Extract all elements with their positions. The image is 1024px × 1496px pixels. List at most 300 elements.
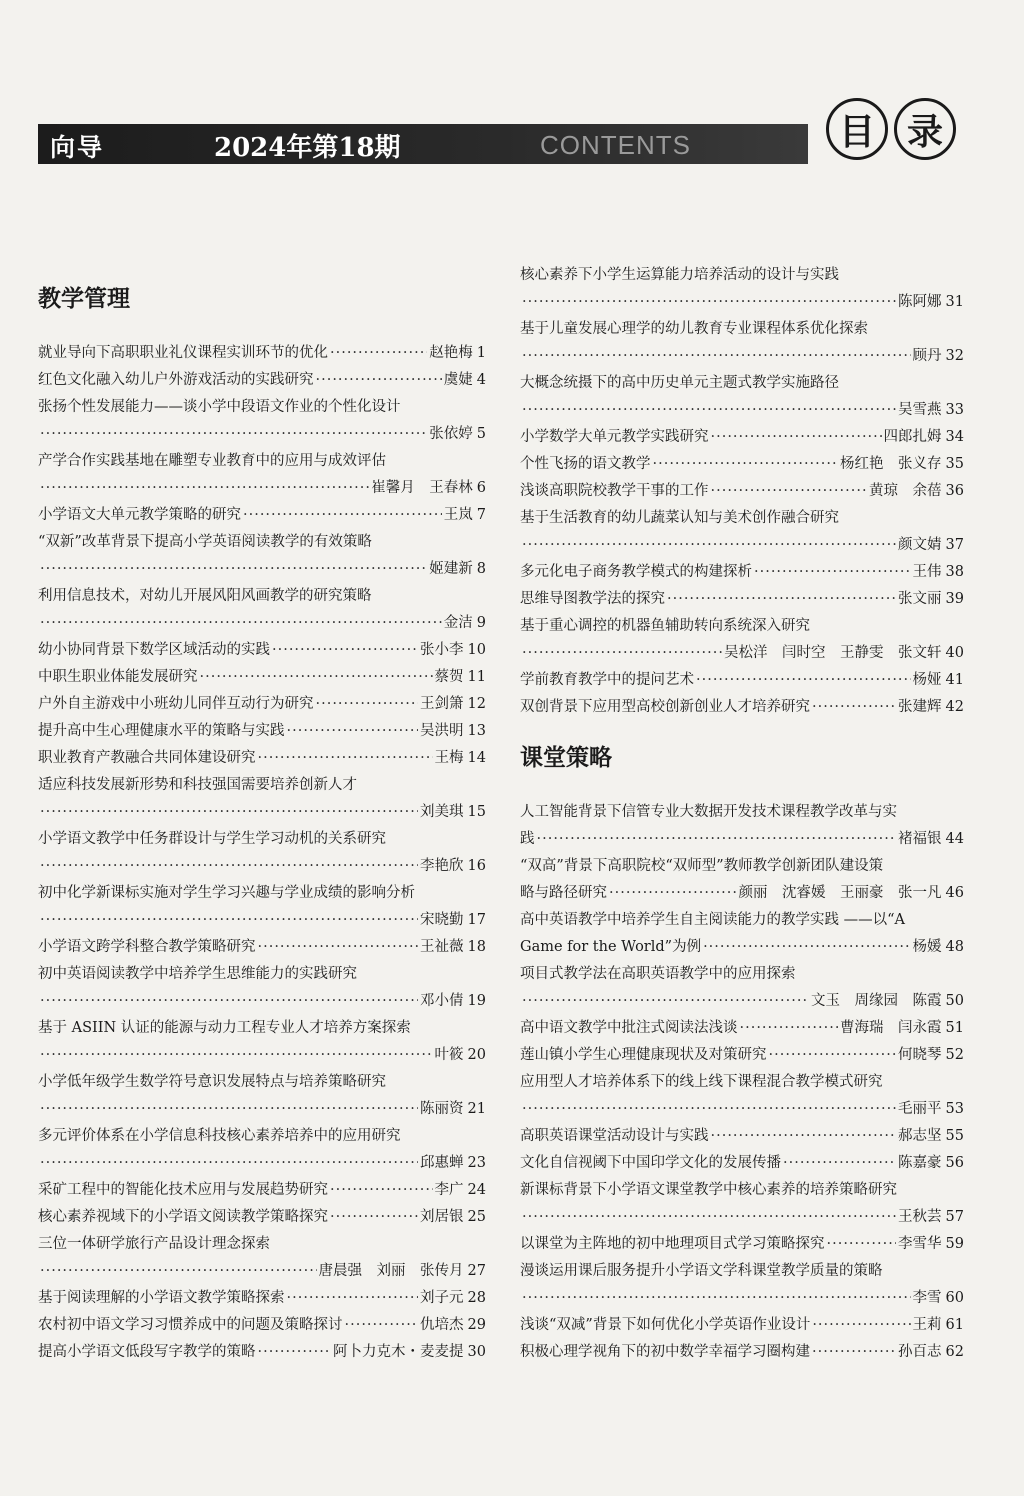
leader-dots	[703, 934, 910, 961]
toc-entry[interactable]	[38, 1015, 486, 1069]
toc-entry-meta	[520, 1285, 964, 1312]
toc-entry[interactable]	[38, 934, 486, 961]
toc-entry-title: 项目式教学法在高职英语教学中的应用探索	[520, 966, 796, 982]
toc-entry-meta	[520, 397, 964, 424]
toc-entry-page: 36	[945, 483, 964, 499]
toc-entry-page: 27	[467, 1263, 486, 1279]
toc-entry[interactable]	[38, 1339, 486, 1366]
toc-entry-author: 李艳欣	[420, 858, 464, 874]
toc-entry-author: 杨红艳 张义存	[840, 456, 942, 472]
toc-entry-title: 初中化学新课标实施对学生学习兴趣与学业成绩的影响分析	[38, 885, 415, 901]
toc-entry[interactable]	[520, 586, 964, 613]
toc-entry-page: 20	[467, 1047, 486, 1063]
toc-entry-title: “双新”改革背景下提高小学英语阅读教学的有效策略	[38, 534, 372, 550]
leader-dots	[522, 1096, 896, 1123]
toc-entry-page: 30	[467, 1344, 486, 1360]
toc-entry-meta	[520, 934, 964, 961]
toc-entry-author: 吴雪燕	[898, 402, 942, 418]
toc-entry-author: 王剑箫	[420, 696, 464, 712]
leader-dots	[653, 451, 839, 478]
toc-entry-line	[520, 559, 964, 586]
toc-entry-meta	[38, 610, 486, 637]
toc-entry[interactable]	[38, 1069, 486, 1123]
toc-entry-author: 王秋芸	[898, 1209, 942, 1225]
toc-entry-page: 55	[945, 1128, 964, 1144]
toc-entry[interactable]	[520, 262, 964, 316]
leader-dots	[812, 1312, 910, 1339]
leader-dots	[287, 1285, 419, 1312]
toc-entry-page: 37	[945, 537, 964, 553]
toc-entry-title: 高中语文教学中批注式阅读法浅谈	[520, 1020, 738, 1036]
toc-entry-line	[38, 691, 486, 718]
leader-dots	[40, 907, 418, 934]
toc-entry[interactable]	[520, 316, 964, 370]
leader-dots	[330, 340, 427, 367]
toc-entry[interactable]	[38, 340, 486, 367]
toc-entry-title: 基于阅读理解的小学语文教学策略探索	[38, 1290, 285, 1306]
toc-entry-title: 适应科技发展新形势和科技强国需要培养创新人才	[38, 777, 357, 793]
toc-entry-title: 职业教育产教融合共同体建设研究	[38, 750, 256, 766]
toc-entry-meta	[38, 1096, 486, 1123]
toc-entry-author: 张建辉	[898, 699, 942, 715]
toc-entry-page: 16	[467, 858, 486, 874]
toc-entry[interactable]	[520, 1150, 964, 1177]
toc-entry-author: 杨媛	[912, 939, 942, 955]
issue-label: 2024年第18期	[214, 133, 401, 163]
toc-entry[interactable]	[520, 961, 964, 1015]
leader-dots	[345, 1312, 419, 1339]
toc-entry-title: “双高”背景下高职院校“双师型”教师教学创新团队建设策	[520, 858, 884, 874]
toc-entry-meta	[38, 907, 486, 934]
toc-right-column	[520, 262, 964, 1366]
toc-entry-author: 李雪	[912, 1290, 942, 1306]
toc-entry-title: 思维导图教学法的探究	[520, 591, 665, 607]
leader-dots	[522, 1204, 896, 1231]
toc-entry-title: 基于 ASIIN 认证的能源与动力工程专业人才培养方案探索	[38, 1020, 411, 1036]
toc-entry-title: 新课标背景下小学语文课堂教学中核心素养的培养策略研究	[520, 1182, 897, 1198]
toc-entry-title: 个性飞扬的语文教学	[520, 456, 651, 472]
leader-dots	[40, 610, 442, 637]
toc-entry-line	[38, 1204, 486, 1231]
toc-entry[interactable]	[520, 505, 964, 559]
toc-entry[interactable]	[38, 1285, 486, 1312]
toc-entry-meta	[520, 532, 964, 559]
toc-entry-meta	[38, 556, 486, 583]
toc-entry-page: 15	[467, 804, 486, 820]
toc-entry-meta	[38, 853, 486, 880]
toc-entry[interactable]	[520, 451, 964, 478]
toc-entry[interactable]	[520, 478, 964, 505]
toc-entry-page: 40	[945, 645, 964, 661]
toc-entry-page: 38	[945, 564, 964, 580]
toc-entry-title: 小学语文跨学科整合教学策略研究	[38, 939, 256, 955]
toc-entry-meta	[520, 343, 964, 370]
toc-entry-author: 何晓琴	[898, 1047, 942, 1063]
toc-entry-line	[520, 478, 964, 505]
toc-entry-line	[520, 1015, 964, 1042]
toc-entry-page: 57	[945, 1209, 964, 1225]
leader-dots	[287, 718, 419, 745]
toc-entry-author: 邓小倩	[420, 993, 464, 1009]
toc-entry-page: 53	[945, 1101, 964, 1117]
toc-entry[interactable]	[38, 772, 486, 826]
toc-entry-title: 学前教育教学中的提问艺术	[520, 672, 694, 688]
toc-entry[interactable]	[520, 1231, 964, 1258]
toc-entry-author: 褚福银	[898, 831, 942, 847]
toc-entry-title: 积极心理学视角下的初中数学幸福学习圈构建	[520, 1344, 810, 1360]
toc-entry-page: 33	[945, 402, 964, 418]
toc-entry-page: 11	[467, 669, 486, 685]
toc-entry-author: 阿卜力克木・麦麦提	[333, 1344, 464, 1360]
toc-entry-author: 陈丽资	[420, 1101, 464, 1117]
leader-dots	[316, 367, 442, 394]
leader-dots	[754, 559, 911, 586]
leader-dots	[667, 586, 896, 613]
leader-dots	[40, 1150, 418, 1177]
toc-entry-line	[38, 1312, 486, 1339]
leader-dots	[609, 880, 737, 907]
toc-entry[interactable]	[38, 691, 486, 718]
toc-entry-page: 32	[945, 348, 964, 364]
toc-entry-author: 虞婕	[443, 372, 473, 388]
toc-entry-title: 小学低年级学生数学符号意识发展特点与培养策略研究	[38, 1074, 386, 1090]
toc-entry-page: 1	[476, 345, 486, 361]
toc-entry-title: 采矿工程中的智能化技术应用与发展趋势研究	[38, 1182, 328, 1198]
toc-entry-author: 王莉	[912, 1317, 942, 1333]
toc-entry-author: 吴洪明	[420, 723, 464, 739]
toc-entry-meta	[38, 799, 486, 826]
toc-entry[interactable]	[520, 1312, 964, 1339]
toc-entry-page: 48	[945, 939, 964, 955]
toc-entry-page: 35	[945, 456, 964, 472]
leader-dots	[783, 1150, 896, 1177]
toc-entry-author: 顾丹	[912, 348, 942, 364]
toc-entry-meta	[520, 988, 964, 1015]
leader-dots	[827, 1231, 897, 1258]
toc-entry-page: 42	[945, 699, 964, 715]
toc-entry-line	[520, 424, 964, 451]
toc-entry-author: 姬建新	[429, 561, 473, 577]
leader-dots	[769, 1042, 897, 1069]
toc-entry-title: 文化自信视阈下中国印学文化的发展传播	[520, 1155, 781, 1171]
toc-entry-line	[520, 451, 964, 478]
toc-entry-title: 漫谈运用课后服务提升小学语文学科课堂教学质量的策略	[520, 1263, 883, 1279]
toc-entry-page: 4	[476, 372, 486, 388]
leader-dots	[200, 664, 433, 691]
leader-dots	[40, 853, 418, 880]
toc-entry-title: 提高小学语文低段写字教学的策略	[38, 1344, 256, 1360]
toc-entry-line	[520, 667, 964, 694]
toc-entry-line	[520, 694, 964, 721]
toc-entry[interactable]	[520, 1015, 964, 1042]
toc-entry-author: 崔馨月 王春林	[371, 480, 473, 496]
toc-entry-author: 张文丽	[898, 591, 942, 607]
toc-entry-title: 应用型人才培养体系下的线上线下课程混合教学模式研究	[520, 1074, 883, 1090]
toc-entry-page: 23	[467, 1155, 486, 1171]
toc-entry-page: 19	[467, 993, 486, 1009]
toc-entry[interactable]	[520, 1258, 964, 1312]
toc-entry-page: 10	[467, 642, 486, 658]
toc-entry[interactable]	[38, 448, 486, 502]
toc-entry[interactable]	[38, 718, 486, 745]
toc-entry[interactable]	[38, 745, 486, 772]
toc-entry-page: 59	[945, 1236, 964, 1252]
leader-dots	[740, 1015, 839, 1042]
toc-entry-author: 李雪华	[898, 1236, 942, 1252]
toc-entry-line	[38, 1285, 486, 1312]
toc-entry-page: 50	[945, 993, 964, 1009]
toc-entry-author: 仇培杰	[420, 1317, 464, 1333]
toc-entry-author: 杨娅	[912, 672, 942, 688]
toc-entry-title: 基于重心调控的机器鱼辅助转向系统深入研究	[520, 618, 810, 634]
toc-entry-page: 21	[467, 1101, 486, 1117]
leader-dots	[258, 745, 433, 772]
toc-entry[interactable]	[38, 826, 486, 880]
toc-entry-line	[520, 1042, 964, 1069]
toc-entry-title: 双创背景下应用型高校创新创业人才培养研究	[520, 699, 810, 715]
toc-entry-author: 四郎扎姆	[883, 429, 942, 445]
toc-entry-title: 小学数学大单元教学实践研究	[520, 429, 709, 445]
toc-entry-line	[38, 340, 486, 367]
toc-entry-author: 陈阿娜	[898, 294, 942, 310]
toc-entry-page: 17	[467, 912, 486, 928]
toc-entry-meta	[520, 880, 964, 907]
toc-entry[interactable]	[38, 1123, 486, 1177]
toc-entry[interactable]	[38, 961, 486, 1015]
toc-entry-page: 46	[945, 885, 964, 901]
toc-entry-line	[520, 1312, 964, 1339]
toc-entry-meta	[38, 1150, 486, 1177]
toc-entry[interactable]	[38, 394, 486, 448]
toc-entry-page: 9	[476, 615, 486, 631]
leader-dots	[40, 475, 369, 502]
toc-entry[interactable]	[38, 1177, 486, 1204]
leader-dots	[522, 343, 911, 370]
toc-entry-line	[520, 586, 964, 613]
toc-entry-title: 初中英语阅读教学中培养学生思维能力的实践研究	[38, 966, 357, 982]
toc-entry-title: 幼小协同背景下数学区域活动的实践	[38, 642, 270, 658]
leader-dots	[537, 826, 897, 853]
toc-entry-author: 李广	[434, 1182, 464, 1198]
leader-dots	[40, 421, 427, 448]
toc-entry-title: 高职英语课堂活动设计与实践	[520, 1128, 709, 1144]
leader-dots	[522, 1285, 911, 1312]
toc-entry[interactable]	[520, 1069, 964, 1123]
toc-entry-title: 莲山镇小学生心理健康现状及对策研究	[520, 1047, 767, 1063]
toc-entry-title: 人工智能背景下信管专业大数据开发技术课程教学改革与实	[520, 804, 897, 820]
toc-entry-title: 红色文化融入幼儿户外游戏活动的实践研究	[38, 372, 314, 388]
toc-entry-author: 刘美琪	[420, 804, 464, 820]
toc-entry-meta	[38, 421, 486, 448]
toc-entry-author: 黄琼 余蓓	[869, 483, 942, 499]
toc-left-column	[38, 262, 486, 1366]
toc-entry[interactable]	[38, 1231, 486, 1285]
leader-dots	[330, 1177, 433, 1204]
section-title: 课堂策略	[520, 745, 612, 771]
leader-dots	[812, 694, 896, 721]
toc-entry-line	[520, 1150, 964, 1177]
leader-dots	[696, 667, 911, 694]
toc-entry-line	[520, 1339, 964, 1366]
toc-entry-author: 唐晨强 刘丽 张传月	[318, 1263, 464, 1279]
toc-entry-title: 基于生活教育的幼儿蔬菜认知与美术创作融合研究	[520, 510, 839, 526]
toc-entry-title: 农村初中语文学习习惯养成中的问题及策略探讨	[38, 1317, 343, 1333]
toc-entry-meta	[38, 1042, 486, 1069]
toc-entry-page: 51	[945, 1020, 964, 1036]
toc-entry-author: 王伟	[912, 564, 942, 580]
toc-entry-author: 宋晓勤	[420, 912, 464, 928]
toc-entry-author: 颜文婧	[898, 537, 942, 553]
leader-dots	[40, 988, 418, 1015]
leader-dots	[40, 1096, 418, 1123]
toc-entry-author: 金洁	[443, 615, 473, 631]
toc-entry-author: 曹海瑞 闫永霞	[840, 1020, 942, 1036]
toc-entry-meta	[520, 1204, 964, 1231]
toc-entry-title: 张扬个性发展能力——谈小学中段语文作业的个性化设计	[38, 399, 401, 415]
mulu-badge	[826, 98, 956, 160]
leader-dots	[272, 637, 418, 664]
toc-entry[interactable]	[38, 529, 486, 583]
toc-entry-meta	[520, 640, 964, 667]
toc-entry-author: 孙百志	[898, 1344, 942, 1360]
header-bar	[38, 124, 808, 164]
toc-entry-page: 62	[945, 1344, 964, 1360]
toc-entry-page: 12	[467, 696, 486, 712]
leader-dots	[711, 1123, 897, 1150]
toc-entry-page: 5	[476, 426, 486, 442]
leader-dots	[522, 532, 896, 559]
toc-entry-author: 王岚	[443, 507, 473, 523]
toc-entry[interactable]	[520, 559, 964, 586]
toc-entry-title: 小学语文教学中任务群设计与学生学习动机的关系研究	[38, 831, 386, 847]
mulu-char-1: 目	[826, 98, 888, 160]
leader-dots	[40, 1258, 317, 1285]
toc-entry-title: 大概念统摄下的高中历史单元主题式教学实施路径	[520, 375, 839, 391]
toc-entry[interactable]	[520, 694, 964, 721]
journal-brand: 向导	[50, 133, 105, 162]
toc-entry-title: 户外自主游戏中小班幼儿同伴互动行为研究	[38, 696, 314, 712]
leader-dots	[711, 478, 868, 505]
toc-entry[interactable]	[520, 370, 964, 424]
toc-entry-page: 31	[945, 294, 964, 310]
toc-entry-line	[520, 1123, 964, 1150]
toc-entry-title: 高中英语教学中培养学生自主阅读能力的教学实践 ——以“A	[520, 912, 905, 928]
toc-entry-title: 多元评价体系在小学信息科技核心素养培养中的应用研究	[38, 1128, 401, 1144]
toc-entry-author: 王祉薇	[420, 939, 464, 955]
toc-entry[interactable]	[520, 613, 964, 667]
toc-entry-page: 44	[945, 831, 964, 847]
toc-entry[interactable]	[520, 1339, 964, 1366]
toc-entry-author: 王梅	[434, 750, 464, 766]
toc-entry-line	[38, 637, 486, 664]
toc-entry-page: 60	[945, 1290, 964, 1306]
toc-entry-page: 13	[467, 723, 486, 739]
toc-entry-title-cont: 略与路径研究	[520, 885, 607, 901]
toc-entry[interactable]	[38, 583, 486, 637]
toc-entry-author: 文玉 周缘园 陈霞	[811, 993, 942, 1009]
mulu-char-2: 录	[894, 98, 956, 160]
toc-entry-title: 浅谈“双减”背景下如何优化小学英语作业设计	[520, 1317, 811, 1333]
toc-entry-page: 24	[467, 1182, 486, 1198]
toc-entry[interactable]	[520, 667, 964, 694]
toc-entry-title: 浅谈高职院校教学干事的工作	[520, 483, 709, 499]
toc-entry[interactable]	[520, 853, 964, 907]
toc-entry[interactable]	[38, 664, 486, 691]
toc-entry-meta	[38, 988, 486, 1015]
toc-entry[interactable]	[38, 1204, 486, 1231]
toc-entry-line	[38, 367, 486, 394]
toc-entry[interactable]	[520, 907, 964, 961]
leader-dots	[522, 289, 896, 316]
toc-entry-page: 56	[945, 1155, 964, 1171]
leader-dots	[40, 1042, 433, 1069]
toc-entry[interactable]	[38, 1312, 486, 1339]
toc-entry-line	[38, 1339, 486, 1366]
toc-entry-author: 陈嘉豪	[898, 1155, 942, 1171]
toc-entry-page: 8	[476, 561, 486, 577]
toc-entry[interactable]	[520, 1042, 964, 1069]
toc-entry-title: 三位一体研学旅行产品设计理念探索	[38, 1236, 270, 1252]
toc-entry-meta	[520, 826, 964, 853]
toc-entry[interactable]	[38, 637, 486, 664]
leader-dots	[330, 1204, 418, 1231]
toc-entry-author: 吴松洋 闫时空 王静雯 张文轩	[724, 645, 942, 661]
toc-entry-title: 利用信息技术，对幼儿开展风阳风画教学的研究策略	[38, 588, 372, 604]
toc-entry-line	[520, 1231, 964, 1258]
toc-entry[interactable]	[520, 799, 964, 853]
toc-entry-line	[38, 502, 486, 529]
leader-dots	[258, 934, 419, 961]
toc-entry[interactable]	[38, 502, 486, 529]
toc-entry[interactable]	[520, 1177, 964, 1231]
toc-entry-title: 就业导向下高职职业礼仪课程实训环节的优化	[38, 345, 328, 361]
toc-entry-page: 52	[945, 1047, 964, 1063]
toc-entry-title: 中职生职业体能发展研究	[38, 669, 198, 685]
toc-entry-page: 29	[467, 1317, 486, 1333]
toc-entry-author: 赵艳梅	[429, 345, 473, 361]
toc-entry-title: 多元化电子商务教学模式的构建探析	[520, 564, 752, 580]
toc-entry-line	[38, 1177, 486, 1204]
toc-entry-page: 6	[476, 480, 486, 496]
toc-entry-title: 产学合作实践基地在雕塑专业教育中的应用与成效评估	[38, 453, 386, 469]
toc-entry[interactable]	[38, 367, 486, 394]
toc-entry[interactable]	[38, 880, 486, 934]
contents-label: CONTENTS	[540, 130, 691, 160]
leader-dots	[711, 424, 882, 451]
toc-entry-title: 提升高中生心理健康水平的策略与实践	[38, 723, 285, 739]
toc-entry[interactable]	[520, 1123, 964, 1150]
toc-entry-title: 核心素养视域下的小学语文阅读教学策略探究	[38, 1209, 328, 1225]
toc-entry-author: 张小李	[420, 642, 464, 658]
toc-entry-author: 郝志坚	[898, 1128, 942, 1144]
leader-dots	[522, 397, 896, 424]
toc-entry-title: 以课堂为主阵地的初中地理项目式学习策略探究	[520, 1236, 825, 1252]
leader-dots	[522, 988, 809, 1015]
toc-entry-line	[38, 664, 486, 691]
toc-entry[interactable]	[520, 424, 964, 451]
toc-entry-author: 张依婷	[429, 426, 473, 442]
leader-dots	[316, 691, 419, 718]
toc-entry-title-cont: Game for the World”为例	[520, 939, 702, 955]
toc-entry-page: 18	[467, 939, 486, 955]
leader-dots	[258, 1339, 332, 1366]
toc-entry-title-cont: 践	[520, 831, 535, 847]
toc-entry-page: 25	[467, 1209, 486, 1225]
toc-entry-author: 叶筱	[434, 1047, 464, 1063]
toc-entry-meta	[520, 289, 964, 316]
leader-dots	[243, 502, 442, 529]
toc-entry-line	[38, 745, 486, 772]
